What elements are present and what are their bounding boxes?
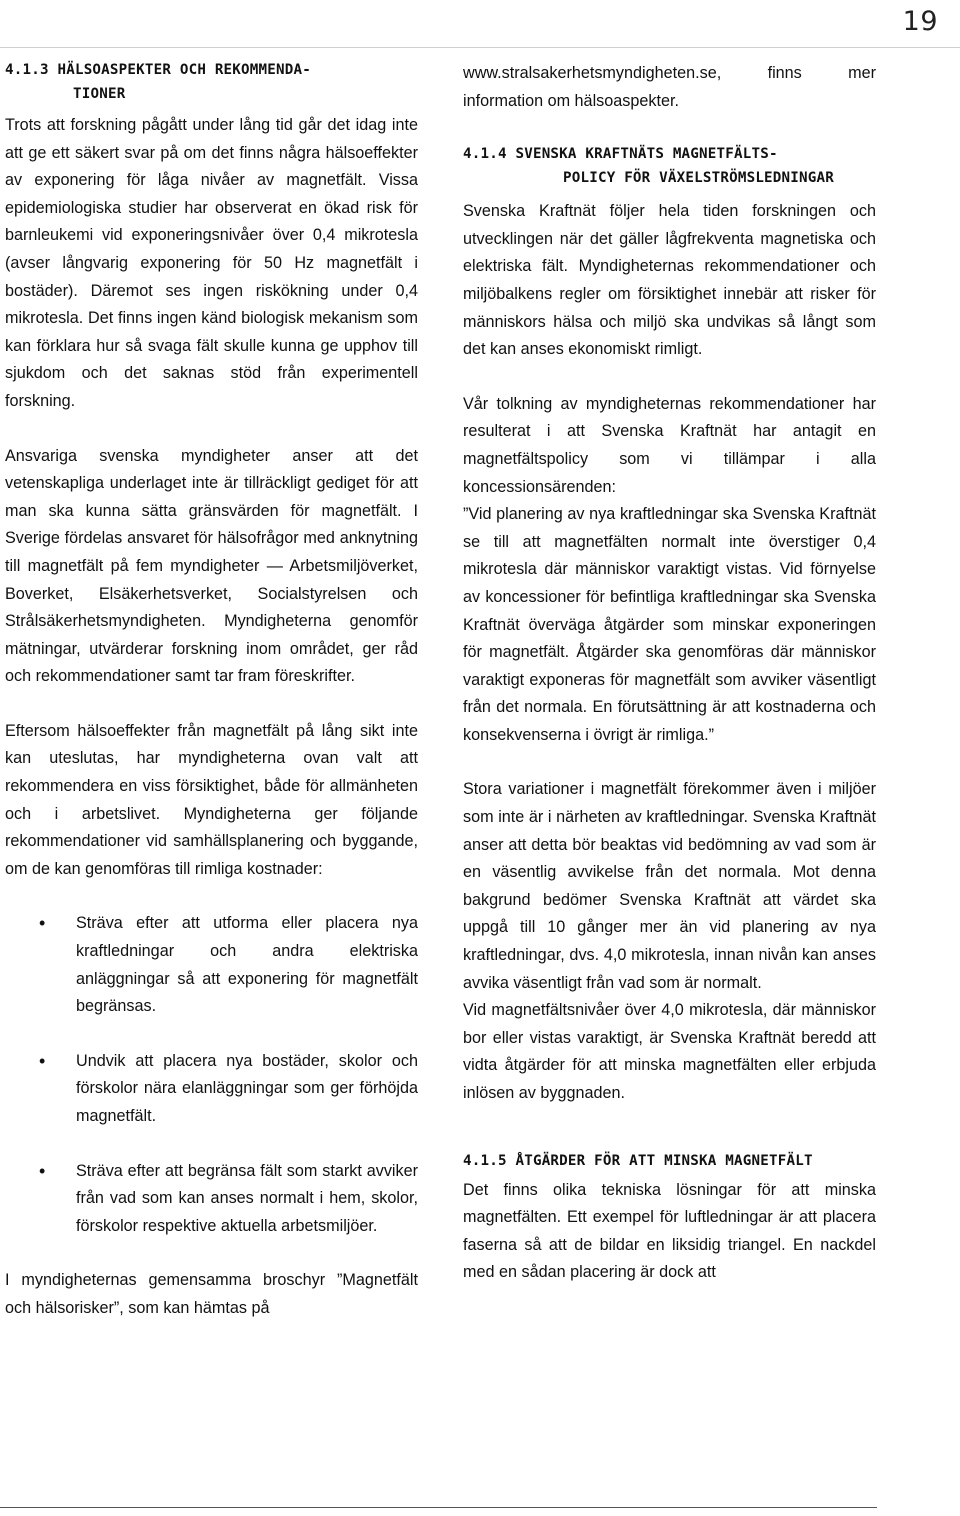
paragraph: Det finns olika tekniska lösningar för att minska magnetfälten. Ett exempel för luftledningar är att placera faserna så att de bildar en liksidig triangel. En nackdel med en sådan placering är dock att	[463, 1180, 876, 1282]
heading-line-1: HÄLSOASPEKTER OCH REKOMMENDA-	[57, 62, 311, 78]
paragraph: Stora variationer i magnetfält förekommer även i miljöer som inte är i närheten av kraftledningar. Svenska Kraftnät anser att detta bör beaktas vid bedömning av vad som är en väsentlig avvikelse från det normala. Mot denna bakgrund bedömer Svenska Kraftnät att värdet ska uppgå till 10 gånger mer än vid planering av nya kraftledningar, dvs. 4,0 mikrotesla, innan nivån kan anses avvika väsentligt från vad som är normalt.	[463, 780, 876, 992]
list-item: • Undvik att placera nya bostäder, skolor och förskolor nära elanläggningar som ger förhöjda magnetfält.	[5, 1048, 418, 1131]
recommendation-list	[5, 910, 418, 1240]
section-heading-4-1-3	[5, 58, 418, 106]
section-heading-4-1-4	[463, 142, 876, 190]
list-item: • Sträva efter att utforma eller placera nya kraftledningar och andra elektriska anläggningar så att exponering för magnetfält begränsas.	[5, 910, 418, 1020]
paragraph: Ansvariga svenska myndigheter anser att det vetenskapliga underlaget inte är tillräckligt gediget för att man ska kunna sätta gränsvärden för magnetfält. I Sverige fördelas ansvaret för hälsofrågor med anknytning till magnetfält på fem myndigheter — Arbetsmiljöverket, Boverket, Elsäkerhetsverket, Socialstyrelsen och Strålsäkerhetsmyndigheten. Myndigheterna genomför mätningar, utvärderar forskning inom området, ger råd och rekommendationer samt tar fram föreskrifter.	[5, 446, 418, 686]
heading-text: ÅTGÄRDER FÖR ATT MINSKA MAGNETFÄLT	[515, 1152, 813, 1169]
page-number: 19	[902, 6, 938, 37]
heading-number: 4.1.4	[463, 146, 507, 163]
paragraph: I myndigheternas gemensamma broschyr ”Magnetfält och hälsorisker”, som kan hämtas på	[5, 1271, 418, 1317]
heading-line-1: SVENSKA KRAFTNÄTS MAGNETFÄLTS-	[515, 146, 778, 163]
paragraph: Eftersom hälsoeffekter från magnetfält på lång sikt inte kan uteslutas, har myndigheterna ovan valt att rekommendera en viss försiktighet, både för allmänheten och i arbetslivet. Myndigheterna ger följande rekommendationer vid samhällsplanering och byggande, om de kan genomföras till rimliga kostnader:	[5, 721, 418, 878]
top-rule	[0, 47, 960, 48]
policy-quote: ”Vid planering av nya kraftledningar ska Svenska Kraftnät se till att magnetfälten normalt inte överstiger 0,4 mikrotesla där människor varaktigt vistas. Vid förnyelse av koncessioner för befintliga kraftledningar ska Svenska Kraftnät överväga åtgärder som minskar exponeringen för magnetfält. Åtgärder ska genomföras där människor varaktigt exponeras för magnetfält som avviker väsentligt från det normala. En förutsättning är att kostnaderna och konsekvenserna i övrigt är rimliga.”	[463, 505, 876, 744]
heading-line-2: POLICY FÖR VÄXELSTRÖMSLEDNINGAR	[563, 170, 834, 187]
paragraph: Trots att forskning pågått under lång tid går det idag inte att ge ett säkert svar på om det finns några hälsoeffekter av exponering för låga nivåer av magnetfält. Vissa epidemiologiska studier har observerat en ökad risk för barnleukemi vid exponeringsnivåer över 0,4 mikrotesla (avser långvarig exponering för 50 Hz magnetfält i bostäder). Däremot ses ingen riskökning under 0,4 mikrotesla. Det finns ingen känd biologisk mekanism som kan förklara hur så svaga fält skulle kunna ge upphov till sjukdom och det saknas stöd från experimentell forskning.	[5, 116, 418, 410]
left-column	[5, 58, 418, 1323]
heading-number: 4.1.5	[463, 1152, 507, 1169]
heading-line-2: TIONER	[73, 86, 126, 102]
heading-number: 4.1.3	[5, 62, 49, 78]
right-column	[463, 60, 876, 1287]
paragraph: Svenska Kraftnät följer hela tiden forskningen och utvecklingen när det gäller lågfrekventa magnetiska och elektriska fält. Myndigheternas rekommendationer och miljöbalkens regler om försiktighet innebär att risker för människors hälsa och miljö ska undvikas så långt som det kan anses ekonomiskt rimligt.	[463, 202, 876, 359]
bottom-rule	[0, 1507, 877, 1508]
paragraph: www.stralsakerhetsmyndigheten.se, finns mer information om hälsoaspekter.	[463, 64, 876, 110]
list-item: • Sträva efter att begränsa fält som starkt avviker från vad som kan anses normalt i hem, skolor, förskolor respektive aktuella arbetsmiljöer.	[5, 1158, 418, 1241]
section-heading-4-1-5	[463, 1149, 876, 1173]
paragraph: Vid magnetfältsnivåer över 4,0 mikrotesla, där människor bor eller vistas varaktigt, är Svenska Kraftnät beredd att vidta åtgärder för att minska magnetfälten eller erbjuda inlösen av byggnaden.	[463, 1001, 876, 1102]
paragraph: Vår tolkning av myndigheternas rekommendationer har resulterat i att Svenska Kraftnät har antagit en magnetfältspolicy som vi tillämpar i alla koncessionsärenden:	[463, 394, 876, 496]
